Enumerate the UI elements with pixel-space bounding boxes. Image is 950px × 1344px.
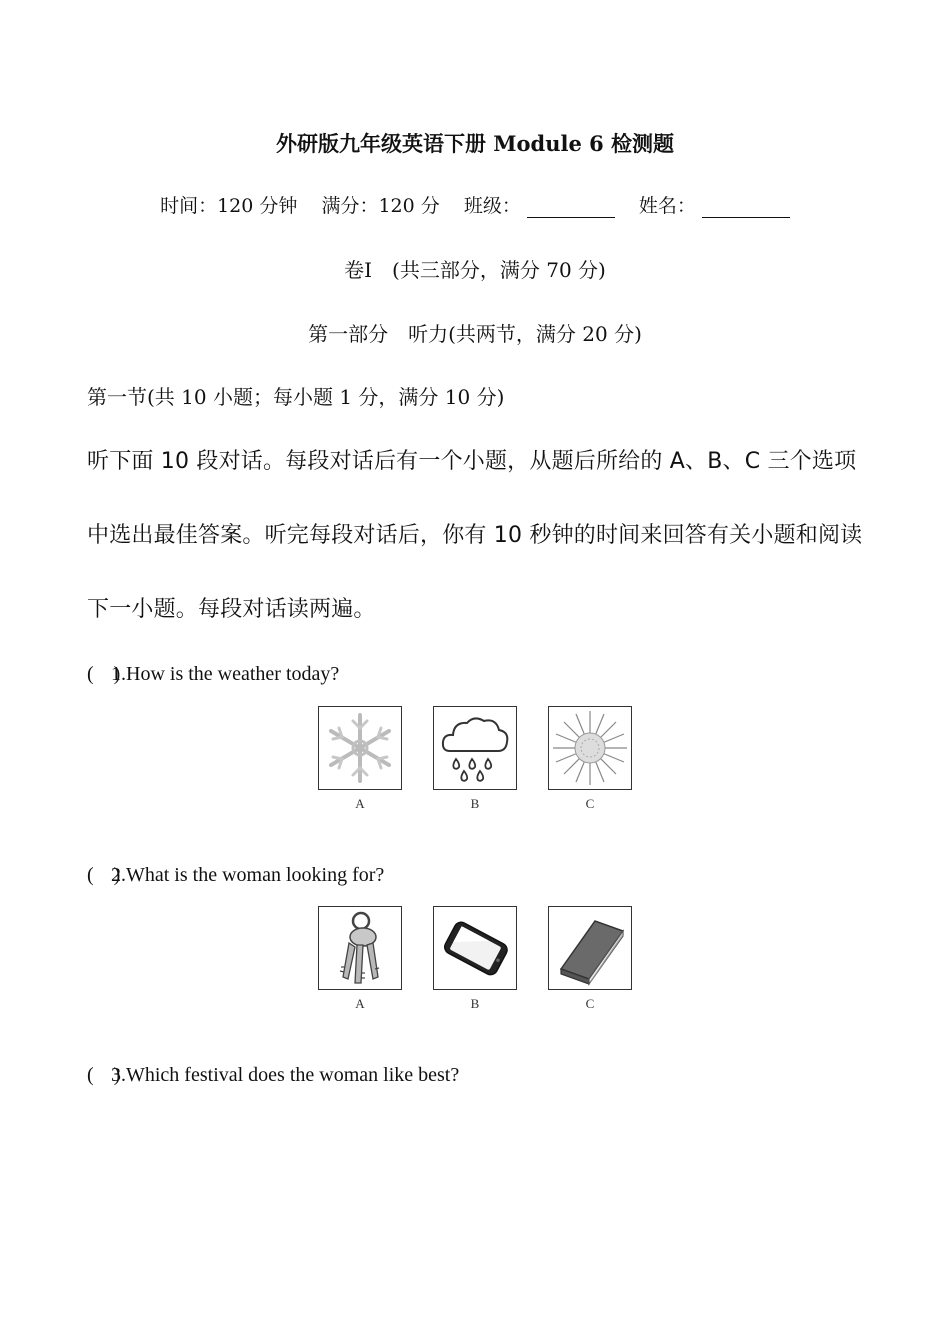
option-label: C: [585, 796, 595, 811]
option-label: A: [355, 796, 365, 811]
option-b[interactable]: [433, 706, 517, 812]
question-text: 1.How is the weather today?: [111, 663, 340, 685]
option-a[interactable]: [318, 906, 402, 1012]
keys-icon: [318, 906, 402, 990]
option-b[interactable]: [433, 906, 517, 1012]
question-2-options: [318, 906, 638, 1016]
sun-icon: [548, 706, 632, 790]
question-2: [87, 858, 384, 887]
name-blank[interactable]: [702, 197, 790, 218]
rain-cloud-icon: [433, 706, 517, 790]
option-c[interactable]: [548, 906, 632, 1012]
option-a[interactable]: [318, 706, 402, 812]
option-label: B: [470, 996, 480, 1011]
question-text: 3.Which festival does the woman like best?: [111, 1064, 460, 1086]
part-heading: 第一部分 听力(共两节，满分 20 分): [308, 322, 642, 346]
instruction-line-3: 下一小题。每段对话读两遍。: [87, 597, 376, 622]
option-c[interactable]: [548, 706, 632, 812]
time-label: 时间：120 分钟: [160, 195, 298, 217]
option-label: A: [355, 996, 365, 1011]
answer-paren[interactable]: ( ): [87, 864, 121, 886]
question-text: 2.What is the woman looking for?: [111, 864, 385, 886]
class-label: 班级：: [463, 195, 521, 217]
class-blank[interactable]: [527, 197, 615, 218]
page-title: 外研版九年级英语下册 Module 6 检测题: [275, 131, 675, 156]
question-3: [87, 1058, 459, 1087]
option-label: C: [585, 996, 595, 1011]
snowflake-icon: [318, 706, 402, 790]
book-icon: [548, 906, 632, 990]
volume-heading: 卷Ⅰ (共三部分，满分 70 分): [344, 258, 606, 282]
instruction-line-2: 中选出最佳答案。听完每段对话后，你有 10 秒钟的时间来回答有关小题和阅读: [87, 523, 863, 548]
section-heading: 第一节(共 10 小题；每小题 1 分，满分 10 分): [87, 385, 505, 409]
name-label: 姓名：: [638, 195, 696, 217]
instruction-line-1: 听下面 10 段对话。每段对话后有一个小题，从题后所给的 A、B、C 三个选项: [87, 449, 857, 474]
score-label: 满分：120 分: [321, 195, 440, 217]
answer-paren[interactable]: ( ): [87, 1064, 121, 1086]
option-label: B: [470, 796, 480, 811]
exam-info: [0, 191, 950, 218]
question-1: [87, 657, 339, 686]
answer-paren[interactable]: ( ): [87, 663, 121, 685]
phone-icon: [433, 906, 517, 990]
question-1-options: [318, 706, 638, 816]
